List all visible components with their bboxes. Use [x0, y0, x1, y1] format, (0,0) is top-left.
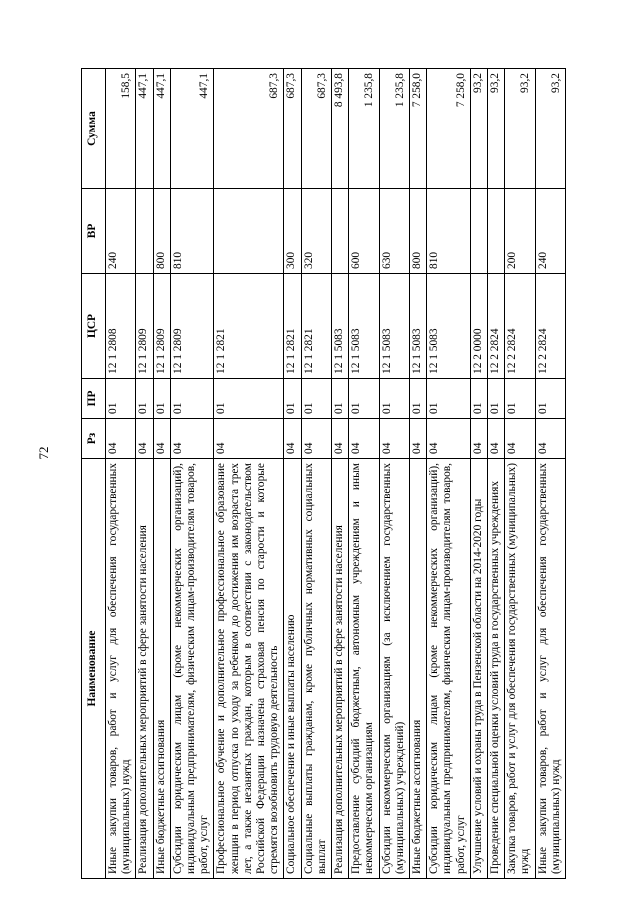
row-pr: 01 — [470, 379, 487, 419]
row-rz: 04 — [214, 419, 284, 459]
row-sum: 93,2 — [470, 69, 487, 189]
header-csr: ЦСР — [82, 274, 106, 379]
row-pr: 01 — [332, 379, 349, 419]
row-rz: 04 — [284, 419, 301, 459]
row-name: Иные закупки товаров, работ и услуг для обеспечения государственных (муниципальных) нужд — [106, 459, 136, 879]
row-sum: 93,2 — [488, 69, 505, 189]
row-pr: 01 — [284, 379, 301, 419]
row-name: Субсидии юридическим лицам (кроме некоммерческих организаций), индивидуальным предпринимателям, физическим лицам-производителям товаров, работ, услуг — [427, 459, 471, 879]
row-vr: 810 — [170, 189, 214, 274]
header-name: Наименование — [82, 459, 106, 879]
row-pr: 01 — [170, 379, 214, 419]
row-name: Реализация дополнительных мероприятий в сфере занятости населения — [332, 459, 349, 879]
row-rz: 04 — [136, 419, 153, 459]
row-name: Иные закупки товаров, работ и услуг для обеспечения государственных (муниципальных) нужд — [535, 459, 565, 879]
table-row — [136, 69, 153, 879]
row-rz: 04 — [301, 419, 331, 459]
table-row — [106, 69, 136, 879]
row-pr: 01 — [106, 379, 136, 419]
row-csr: 12 1 5083 — [410, 274, 427, 379]
row-vr — [136, 189, 153, 274]
row-sum: 687,3 — [214, 69, 284, 189]
row-csr: 12 1 5083 — [379, 274, 409, 379]
row-csr: 12 1 2821 — [301, 274, 331, 379]
row-name: Улучшение условий и охраны труда в Пензенской области на 2014-2020 годы — [470, 459, 487, 879]
budget-table — [81, 68, 566, 879]
table-row — [332, 69, 349, 879]
header-rz: Рз — [82, 419, 106, 459]
row-name: Иные бюджетные ассигнования — [153, 459, 170, 879]
row-vr — [470, 189, 487, 274]
table-row — [410, 69, 427, 879]
row-sum: 687,3 — [284, 69, 301, 189]
table-header-row — [82, 69, 106, 879]
row-sum: 687,3 — [301, 69, 331, 189]
row-vr: 240 — [535, 189, 565, 274]
row-vr: 800 — [153, 189, 170, 274]
row-pr: 01 — [535, 379, 565, 419]
row-vr: 240 — [106, 189, 136, 274]
row-name: Профессиональное обучение и дополнительное профессиональное образование женщин в период отпуска по уходу за ребенком до достижения им возраста трех лет, а также незанятых граждан, которым в соответствии с законодательством Российской Федерации назначена страховая пенсия по старости и которые стремятся возобновить трудовую деятельность — [214, 459, 284, 879]
table-row — [284, 69, 301, 879]
row-name: Субсидии некоммерческим организациям (за исключением государственных (муниципальных) учреждений) — [379, 459, 409, 879]
row-rz: 04 — [535, 419, 565, 459]
row-rz: 04 — [470, 419, 487, 459]
rotated-table-container — [81, 69, 581, 879]
table-row — [153, 69, 170, 879]
row-name: Закупка товаров, работ и услуг для обеспечения государственных (муниципальных) нужд — [505, 459, 535, 879]
row-vr — [214, 189, 284, 274]
row-vr: 600 — [349, 189, 379, 274]
row-name: Социальное обеспечение и иные выплаты населению — [284, 459, 301, 879]
row-csr: 12 1 2809 — [136, 274, 153, 379]
row-sum: 447,1 — [136, 69, 153, 189]
row-rz: 04 — [106, 419, 136, 459]
header-pr: ПР — [82, 379, 106, 419]
row-sum: 93,2 — [505, 69, 535, 189]
table-row — [349, 69, 379, 879]
row-rz: 04 — [349, 419, 379, 459]
row-csr: 12 1 5083 — [427, 274, 471, 379]
row-sum: 8 493,8 — [332, 69, 349, 189]
row-rz: 04 — [332, 419, 349, 459]
row-rz: 04 — [488, 419, 505, 459]
row-sum: 158,5 — [106, 69, 136, 189]
row-name: Социальные выплаты гражданам, кроме публичных нормативных социальных выплат — [301, 459, 331, 879]
page-number: 72 — [36, 446, 51, 460]
table-row — [301, 69, 331, 879]
row-vr: 630 — [379, 189, 409, 274]
header-sum: Сумма — [82, 69, 106, 189]
row-vr: 320 — [301, 189, 331, 274]
row-rz: 04 — [427, 419, 471, 459]
row-sum: 447,1 — [153, 69, 170, 189]
table-row — [505, 69, 535, 879]
table-row — [170, 69, 214, 879]
row-csr: 12 1 5083 — [332, 274, 349, 379]
row-csr: 12 2 2824 — [535, 274, 565, 379]
row-csr: 12 1 2809 — [170, 274, 214, 379]
table-row — [470, 69, 487, 879]
row-rz: 04 — [505, 419, 535, 459]
row-pr: 01 — [505, 379, 535, 419]
row-name: Проведение специальной оценки условий труда в государственных учреждениях — [488, 459, 505, 879]
row-vr: 800 — [410, 189, 427, 274]
row-sum: 1 235,8 — [379, 69, 409, 189]
row-pr: 01 — [488, 379, 505, 419]
row-csr: 12 1 2821 — [214, 274, 284, 379]
row-csr: 12 2 2824 — [488, 274, 505, 379]
row-csr: 12 2 2824 — [505, 274, 535, 379]
row-rz: 04 — [153, 419, 170, 459]
row-csr: 12 1 2809 — [153, 274, 170, 379]
row-name: Иные бюджетные ассигнования — [410, 459, 427, 879]
header-vr: ВР — [82, 189, 106, 274]
row-vr: 200 — [505, 189, 535, 274]
row-pr: 01 — [410, 379, 427, 419]
row-pr: 01 — [301, 379, 331, 419]
row-vr: 810 — [427, 189, 471, 274]
row-vr: 300 — [284, 189, 301, 274]
row-csr: 12 1 5083 — [349, 274, 379, 379]
table-row — [214, 69, 284, 879]
row-pr: 01 — [349, 379, 379, 419]
row-csr: 12 1 2808 — [106, 274, 136, 379]
row-csr: 12 2 0000 — [470, 274, 487, 379]
row-name: Предоставление субсидий бюджетным, автономным учреждениям и иным некоммерческим организациям — [349, 459, 379, 879]
table-row — [488, 69, 505, 879]
table-row — [427, 69, 471, 879]
row-pr: 01 — [136, 379, 153, 419]
table-row — [379, 69, 409, 879]
table-row — [535, 69, 565, 879]
row-sum: 447,1 — [170, 69, 214, 189]
row-pr: 01 — [379, 379, 409, 419]
row-name: Реализация дополнительных мероприятий в сфере занятости населения — [136, 459, 153, 879]
row-pr: 01 — [153, 379, 170, 419]
row-pr: 01 — [214, 379, 284, 419]
row-csr: 12 1 2821 — [284, 274, 301, 379]
row-rz: 04 — [170, 419, 214, 459]
row-sum: 7 258,0 — [410, 69, 427, 189]
row-vr — [332, 189, 349, 274]
row-pr: 01 — [427, 379, 471, 419]
row-rz: 04 — [379, 419, 409, 459]
row-sum: 1 235,8 — [349, 69, 379, 189]
row-name: Субсидии юридическим лицам (кроме некоммерческих организаций), индивидуальным предпринимателям, физическим лицам-производителям товаров, работ, услуг — [170, 459, 214, 879]
row-sum: 7 258,0 — [427, 69, 471, 189]
row-rz: 04 — [410, 419, 427, 459]
row-vr — [488, 189, 505, 274]
row-sum: 93,2 — [535, 69, 565, 189]
